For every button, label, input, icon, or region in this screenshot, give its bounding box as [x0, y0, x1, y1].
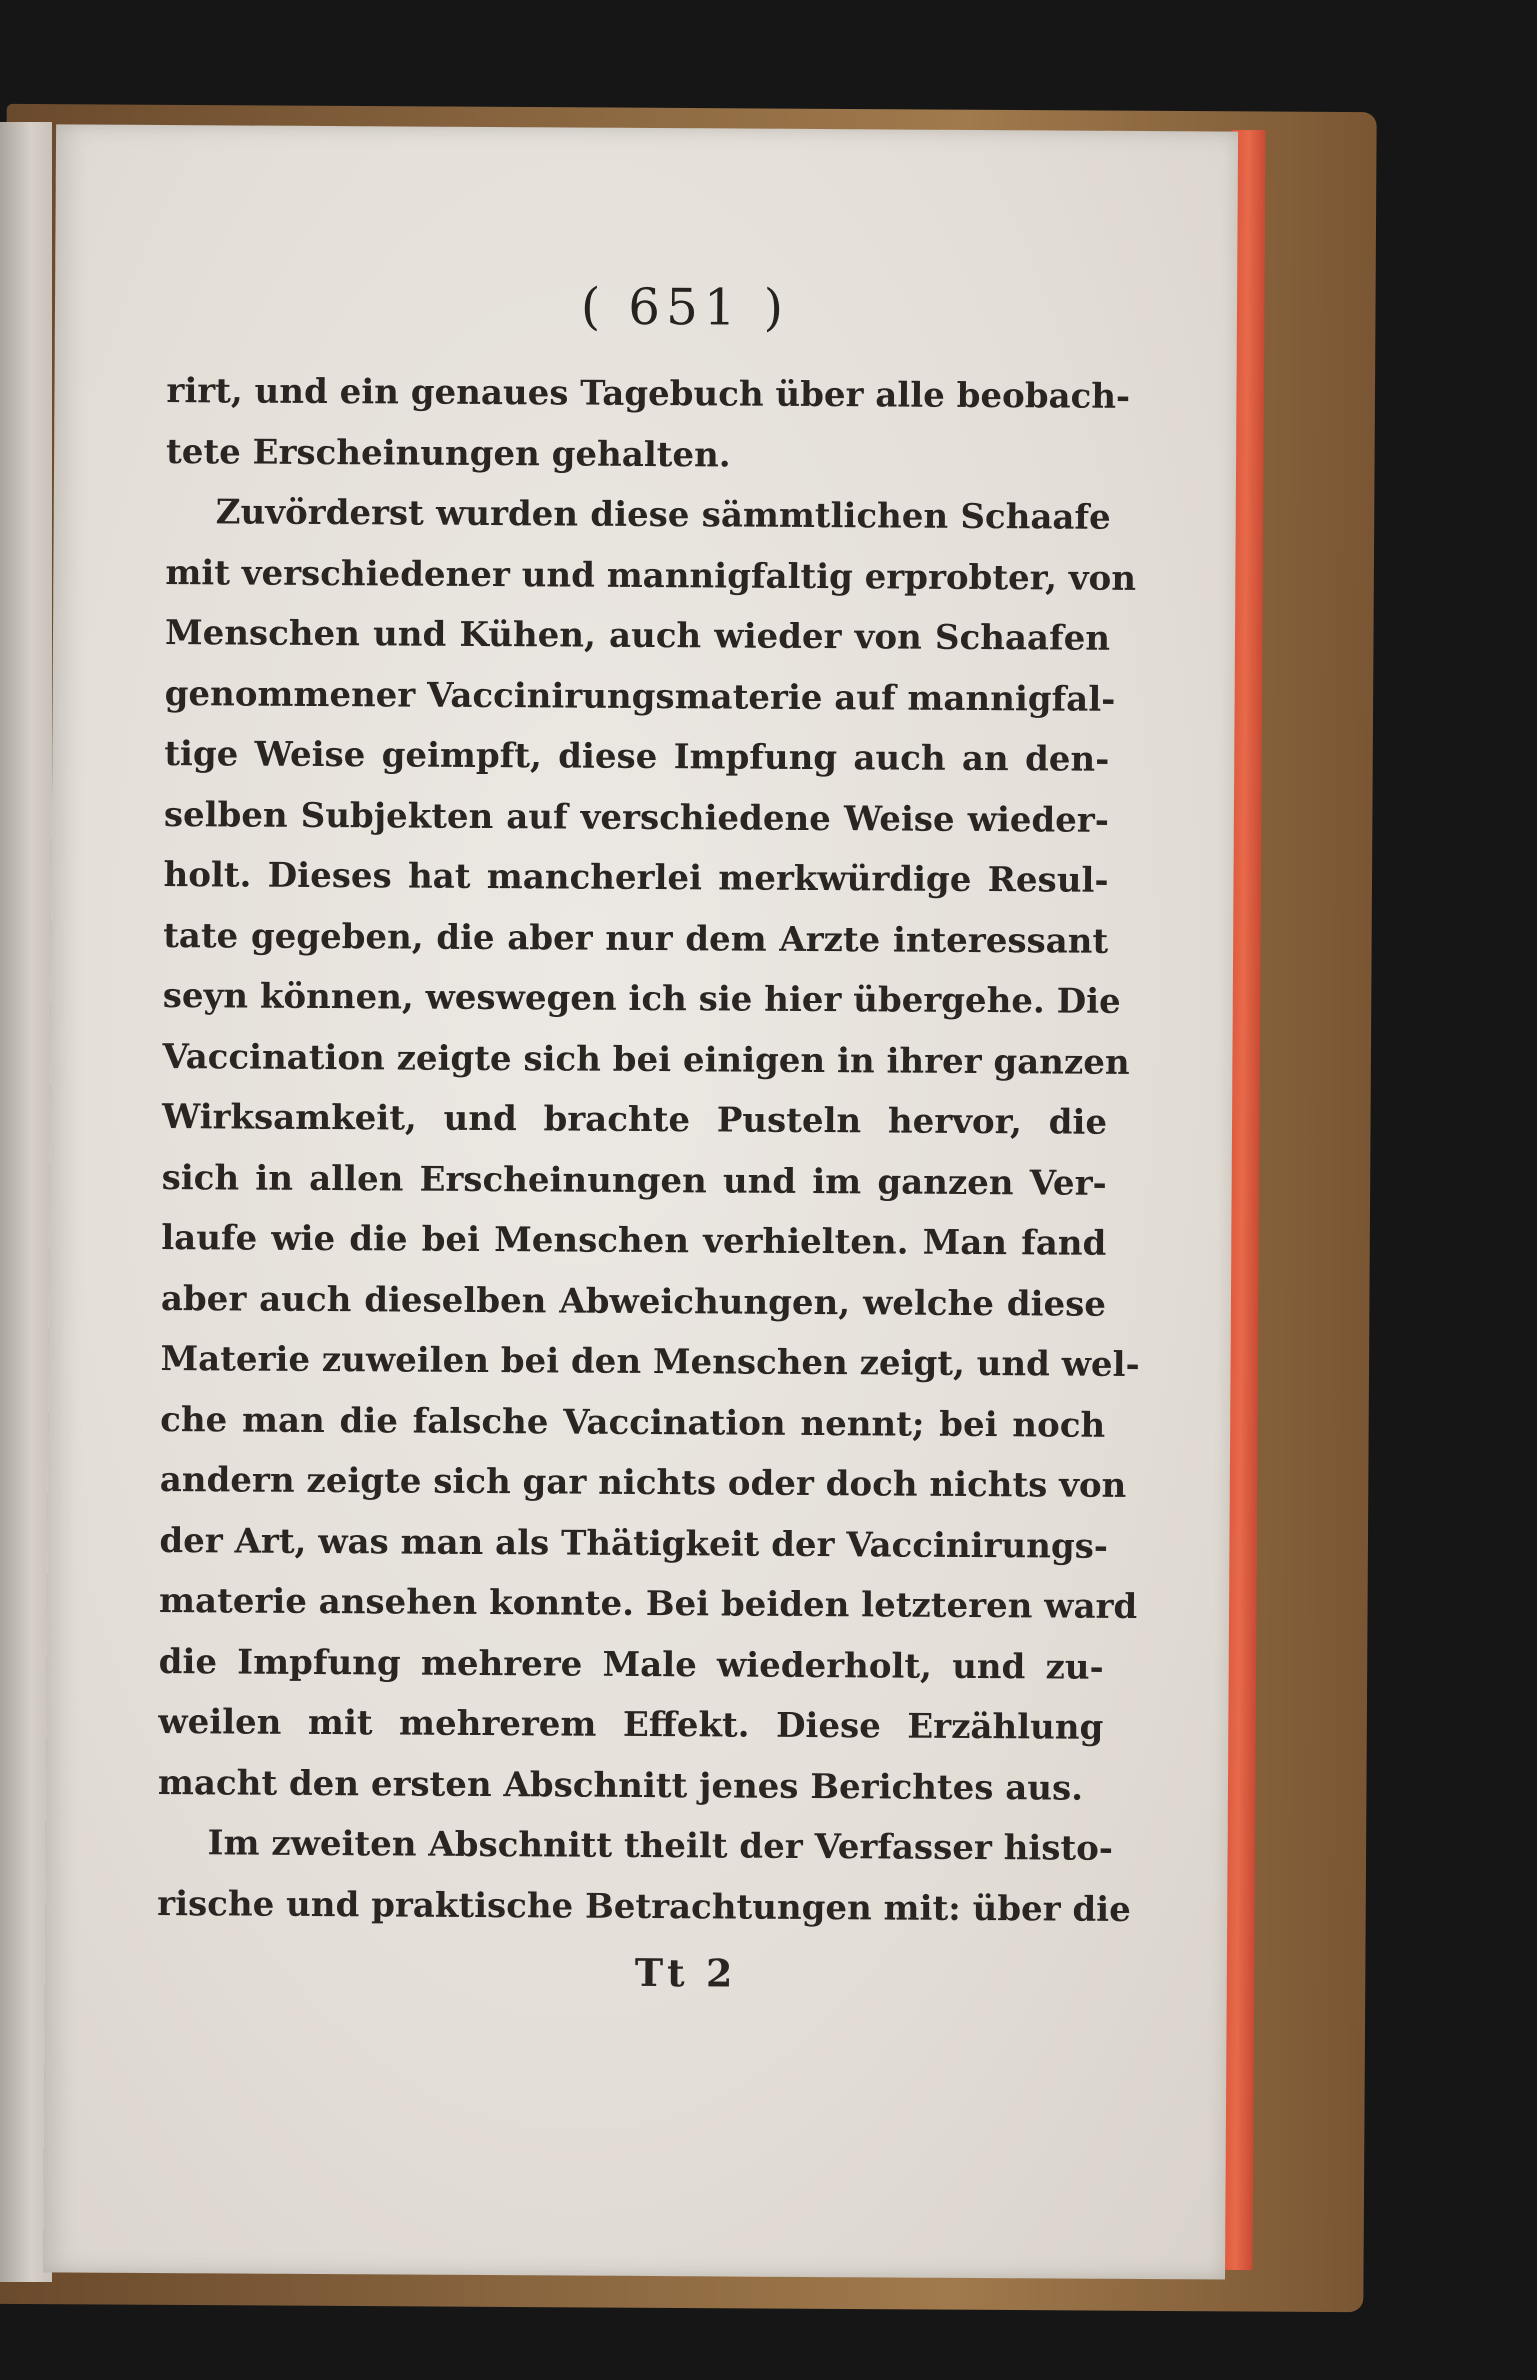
text-line: holt. Dieses hat mancherlei merkwürdige Resul- [163, 855, 1109, 901]
text-line: genommener Vaccinirungsmaterie auf mannigfal- [164, 673, 1116, 720]
text-line: Materie zuweilen bei den Menschen zeigt, und wel- [160, 1339, 1140, 1385]
text-line: andern zeigte sich gar nichts oder doch nichts von [159, 1460, 1127, 1506]
text-line: Menschen und Kühen, auch wieder von Schaafen [164, 613, 1111, 659]
text-line: die Impfung mehrere Male wiederholt, und zu- [158, 1641, 1104, 1688]
text-line: mit verschiedener und mannigfaltig erprobter, von [165, 552, 1137, 599]
text-line: weilen mit mehrerem Effekt. Diese Erzählung [158, 1702, 1104, 1748]
text-line: Vaccination zeigte sich bei einigen in ihrer ganzen [162, 1036, 1130, 1083]
page-number: ( 651 ) [580, 277, 790, 337]
text-line: materie ansehen konnte. Bei beiden letzteren ward [158, 1581, 1138, 1627]
text-line: rirt, und ein genaues Tagebuch über alle beobach- [166, 371, 1131, 417]
text-line: tate gegeben, die aber nur dem Arzte interessant [163, 915, 1109, 962]
text-line: tete Erscheinungen gehalten. [166, 431, 731, 475]
signature-mark: Tt 2 [634, 1949, 737, 1996]
body-text [157, 361, 1140, 1940]
text-line: aber auch dieselben Abweichungen, welche diese [160, 1278, 1107, 1325]
text-line: der Art, was man als Thätigkeit der Vaccinirungs- [159, 1520, 1109, 1567]
text-line: Wirksamkeit, und brachte Pusteln hervor, die [161, 1097, 1108, 1143]
text-line: seyn können, weswegen ich sie hier übergehe. Die [162, 976, 1121, 1022]
text-line: tige Weise geimpft, diese Impfung auch an den- [164, 734, 1110, 780]
book-page [43, 124, 1238, 2279]
text-line: Im zweiten Abschnitt theilt der Verfasser histo- [207, 1823, 1114, 1869]
text-line: Zuvörderst wurden diese sämmtlichen Schaafe [215, 492, 1111, 538]
text-line: laufe wie die bei Menschen verhielten. Man fand [161, 1218, 1107, 1264]
text-line: selben Subjekten auf verschiedene Weise wieder- [163, 794, 1110, 841]
text-line: sich in allen Erscheinungen und im ganzen Ver- [161, 1157, 1107, 1204]
text-line: che man die falsche Vaccination nennt; bei noch [160, 1399, 1106, 1446]
text-line: rische und praktische Betrachtungen mit: über die [157, 1883, 1131, 1930]
text-line: macht den ersten Abschnitt jenes Berichtes aus. [157, 1762, 1084, 1809]
